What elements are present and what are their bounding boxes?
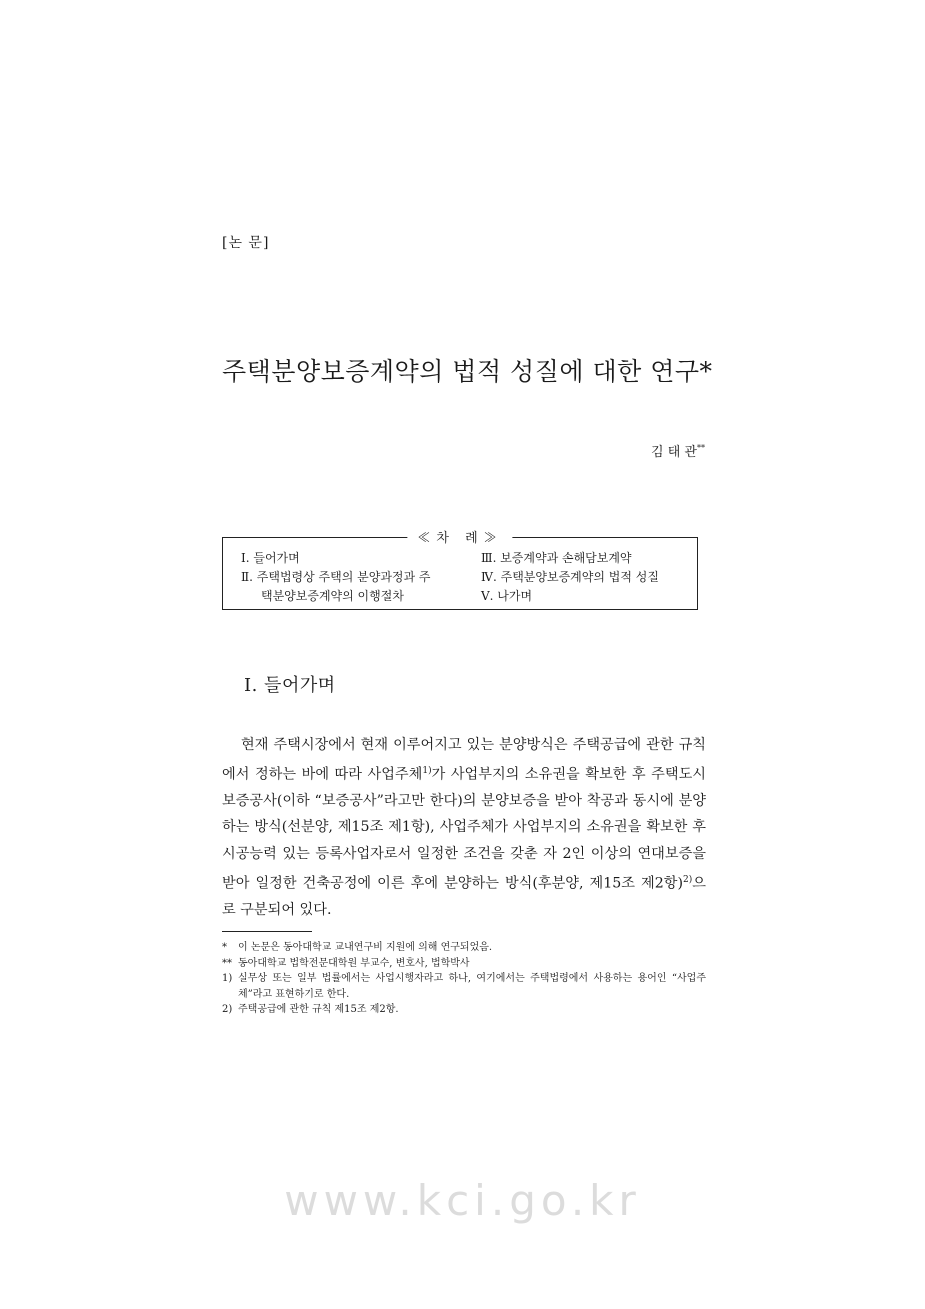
- footnotes: [222, 940, 706, 1018]
- toc-item-1: Ⅰ. 들어가며: [241, 551, 300, 565]
- footnote-mark: 2): [222, 1004, 233, 1015]
- footnote-text: 이 논문은 동아대학교 교내연구비 지원에 의해 연구되었음.: [238, 942, 493, 953]
- body-paragraph: [222, 732, 706, 923]
- footnote-text: 주택공급에 관한 규칙 제15조 제2항.: [238, 1004, 399, 1015]
- table-of-contents: [222, 531, 698, 610]
- author-name: 김 태 관: [651, 445, 697, 460]
- footnote-text: 실무상 또는 일부 법률에서는 사업시행자라고 하나, 여기에서는 주택법령에서 사용하는 용어인 “사업주체”라고 표현하기로 한다.: [238, 973, 706, 1000]
- footnote-mark: **: [222, 957, 232, 969]
- author-mark: **: [697, 443, 705, 453]
- footnote-mark: 1): [222, 973, 233, 984]
- section-heading: Ⅰ. 들어가며: [244, 675, 336, 696]
- toc-item-4: Ⅳ. 주택분양보증계약의 법적 성질: [481, 570, 659, 584]
- body-text-part3: 으로 구분되어 있다.: [222, 875, 706, 918]
- toc-item-2-continued: 택분양보증계약의 이행절차: [261, 589, 404, 603]
- footnote: [222, 940, 706, 956]
- body-text-part2: 가 사업부지의 소유권을 확보한 후 주택도시보증공사(이하 “보증공사”라고만 한다)의 분양보증을 받아 착공과 동시에 분양하는 방식(선분양, 제15조 제1항), 사업주체가 사업부지의 소유권을 확보한 후 시공능력 있는 등록사업자로서 일정한 조건을 갖춘 자 2인 이상의 연대보증을 받아 일정한 건축공정에 이른 후에 분양하는 방식(후분양, 제15조 제2항): [222, 766, 706, 892]
- footnote-text: 동아대학교 법학전문대학원 부교수, 변호사, 법학박사: [238, 957, 470, 969]
- toc-left-column: [241, 549, 431, 606]
- article-category: [논 문]: [222, 235, 270, 251]
- watermark: www.kci.go.kr: [284, 1176, 641, 1225]
- toc-item-3: Ⅲ. 보증계약과 손해담보계약: [481, 551, 632, 565]
- toc-item-5: Ⅴ. 나가며: [481, 589, 533, 603]
- paper-title: 주택분양보증계약의 법적 성질에 대한 연구*: [222, 357, 713, 386]
- footnote: [222, 1002, 706, 1018]
- footnote: [222, 956, 706, 972]
- footnote-divider: [222, 931, 312, 932]
- author: [651, 441, 705, 460]
- footnote-mark: *: [222, 942, 227, 953]
- toc-right-column: [481, 549, 659, 606]
- body-text-part1: 현재 주택시장에서 현재 이루어지고 있는 분양방식은 주택공급에 관한 규칙에서 정하는 바에 따라 사업주체: [222, 737, 706, 783]
- footnote-ref-2: 2): [683, 874, 693, 885]
- toc-item-2: Ⅱ. 주택법령상 주택의 분양과정과 주: [241, 570, 431, 584]
- footnote-ref-1: 1): [422, 766, 432, 777]
- toc-heading: ≪차 례≫: [407, 527, 512, 546]
- footnote: [222, 971, 706, 1002]
